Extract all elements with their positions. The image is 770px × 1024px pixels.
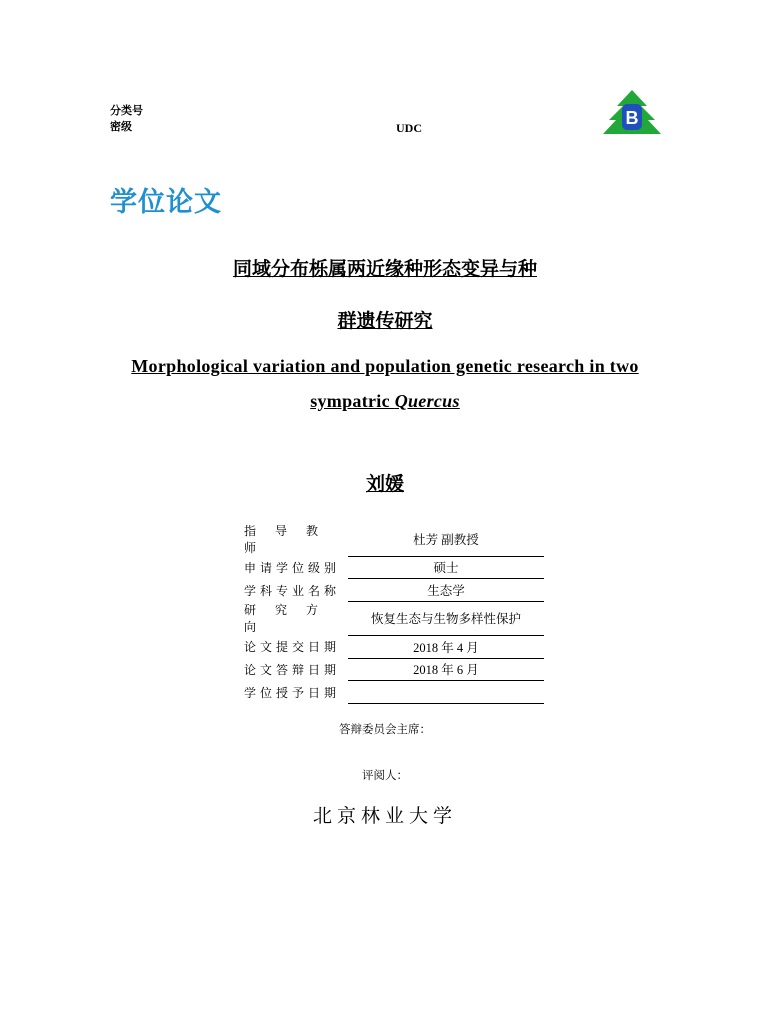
logo-letter: B	[625, 108, 639, 128]
thesis-title-en-line2	[0, 391, 770, 412]
thesis-info-table	[244, 522, 544, 704]
thesis-title-cn-line2: 群遗传研究	[337, 310, 433, 332]
info-label: 论文答辩日期	[244, 662, 341, 677]
info-row-defense-date	[244, 658, 544, 681]
info-value: 硕士	[348, 556, 544, 579]
thesis-title-cn-line1: 同域分布栎属两近缘种形态变异与种	[232, 258, 537, 280]
classification-number-label: 分类号	[110, 104, 143, 117]
university-name: 北京林业大学	[312, 805, 457, 827]
info-label: 论文提交日期	[244, 640, 341, 655]
info-row-submission-date	[244, 635, 544, 658]
info-value: 2018 年 4 月	[348, 635, 544, 658]
info-value: 2018 年 6 月	[348, 658, 544, 681]
tree-logo-icon	[601, 88, 663, 138]
author-name: 刘媛	[365, 473, 404, 495]
info-row-major	[244, 579, 544, 602]
reviewer-label: 评阅人：	[362, 768, 408, 782]
secret-level-label: 密级	[110, 120, 132, 133]
info-row-research-direction	[244, 601, 544, 635]
committee-chair-label: 答辩委员会主席：	[339, 722, 431, 736]
info-label: 申请学位级别	[244, 560, 341, 575]
udc-label: UDC	[396, 121, 422, 135]
document-type-heading: 学位论文	[110, 187, 222, 218]
info-label: 研究方向	[244, 603, 338, 635]
info-row-advisor	[244, 522, 544, 556]
info-label: 学位授予日期	[244, 685, 341, 700]
info-label: 学科专业名称	[244, 583, 341, 598]
thesis-title-en-line1: Morphological variation and population genetic research in two	[131, 356, 639, 376]
info-row-degree-level	[244, 556, 544, 579]
info-value: 杜芳 副教授	[348, 522, 544, 556]
info-value: 恢复生态与生物多样性保护	[348, 601, 544, 635]
info-value	[348, 681, 544, 704]
info-value: 生态学	[348, 579, 544, 602]
info-row-conferral-date	[244, 681, 544, 704]
title-en-genus: Quercus	[394, 391, 460, 411]
title-en-prefix: sympatric	[310, 391, 395, 411]
info-label: 指导教师	[244, 524, 338, 555]
